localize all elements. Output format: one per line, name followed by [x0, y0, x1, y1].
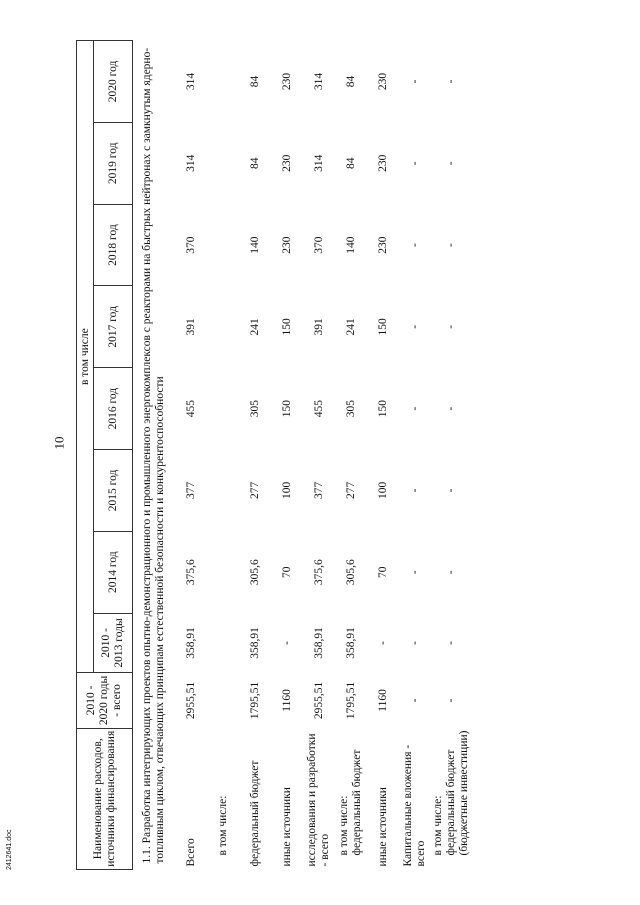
- table-row: [239, 41, 271, 870]
- row-value-cell: 70: [376, 566, 389, 578]
- header-year-7: 2020 год: [94, 41, 133, 123]
- row-value-cell: [207, 531, 239, 613]
- row-value-cell: -: [445, 79, 457, 84]
- page-number: 10: [51, 436, 67, 450]
- row-value-cell: 375,6: [184, 559, 197, 586]
- row-value-cell: 314: [312, 72, 325, 91]
- row-value-cell: 370: [184, 236, 197, 254]
- row-value-cell: 150: [376, 400, 389, 418]
- row-value-cell: 314: [184, 154, 197, 172]
- row-label: исследования и разработки - всего: [306, 733, 331, 867]
- row-value-cell: 305: [344, 400, 357, 418]
- row-value-cell: [207, 204, 239, 286]
- header-year-6: 2019 год: [94, 122, 133, 204]
- row-total-cell: 1160: [280, 689, 293, 712]
- row-value-cell: 370: [312, 236, 325, 254]
- row-value-cell: 314: [312, 154, 325, 172]
- header-year-4: 2017 год: [94, 286, 133, 368]
- table-row: [399, 41, 431, 870]
- row-value-cell: 391: [184, 318, 197, 336]
- row-total-cell: [207, 673, 239, 728]
- row-value-cell: 100: [376, 481, 389, 500]
- row-label: иные источники: [376, 787, 389, 867]
- header-total-column: 2010 - 2020 годы - всего: [77, 673, 133, 728]
- header-name-column: Наименование расходов, источники финансирования: [77, 728, 133, 869]
- header-year-5: 2018 год: [94, 204, 133, 286]
- table-row: [175, 41, 207, 870]
- row-total-cell: 2955,51: [312, 681, 325, 720]
- row-value-cell: 358,91: [312, 627, 325, 659]
- row-value-cell: 230: [376, 236, 389, 254]
- section-title: 1.1. Разработка интегрирующих проектов опытно-демонстрационного и промышленного энергокомплексов с реакторами на быстрых нейтронах с замкнутым ядерно-топливным циклом, отвечающих принципам естественной безопасности и конкурентоспособности: [141, 47, 166, 864]
- table-row: [431, 41, 472, 870]
- row-value-cell: 100: [280, 481, 293, 500]
- row-value-cell: 84: [344, 75, 357, 88]
- row-value-cell: 377: [184, 481, 197, 500]
- row-value-cell: -: [445, 406, 457, 411]
- footer-document-code: 2412641.doc: [6, 829, 13, 870]
- row-value-cell: 230: [280, 154, 293, 172]
- row-label: иные источники: [280, 787, 293, 867]
- row-value-cell: 375,6: [312, 559, 325, 586]
- row-value-cell: 241: [248, 318, 261, 336]
- row-value-cell: -: [408, 324, 421, 329]
- row-value-cell: [207, 286, 239, 368]
- financing-table: [76, 40, 472, 870]
- row-value-cell: 314: [184, 72, 197, 91]
- row-value-cell: [207, 450, 239, 532]
- row-total-cell: -: [408, 698, 421, 703]
- row-value-cell: -: [445, 161, 457, 166]
- row-value-cell: 230: [376, 72, 389, 91]
- row-label: в том числе: федеральный бюджет (бюджетные инвестиции): [432, 730, 470, 856]
- table-row: [367, 41, 399, 870]
- row-value-cell: 241: [344, 318, 357, 336]
- row-value-cell: 140: [344, 236, 357, 254]
- row-value-cell: 230: [280, 72, 293, 91]
- row-value-cell: 150: [376, 318, 389, 336]
- row-value-cell: 150: [280, 318, 293, 336]
- row-value-cell: 358,91: [344, 627, 357, 659]
- row-value-cell: 84: [344, 157, 357, 170]
- row-value-cell: -: [408, 243, 421, 247]
- table-body: [133, 41, 473, 870]
- row-value-cell: -: [408, 488, 421, 493]
- row-value-cell: -: [408, 570, 421, 575]
- row-value-cell: -: [445, 641, 457, 645]
- table-row: [207, 41, 239, 870]
- row-value-cell: 230: [376, 154, 389, 172]
- row-total-cell: -: [445, 698, 457, 703]
- header-year-3: 2016 год: [94, 368, 133, 450]
- row-value-cell: [207, 613, 239, 673]
- table-row: [335, 41, 367, 870]
- row-value-cell: -: [445, 243, 457, 247]
- row-label: федеральный бюджет: [248, 760, 261, 867]
- row-label: Всего: [184, 838, 197, 867]
- row-value-cell: 305,6: [248, 559, 261, 586]
- table-row: [271, 41, 303, 870]
- row-label: в том числе:: [216, 795, 229, 856]
- row-value-cell: 84: [248, 75, 261, 88]
- row-value-cell: [207, 41, 239, 123]
- row-value-cell: -: [408, 406, 421, 411]
- row-value-cell: 84: [248, 157, 261, 170]
- row-value-cell: 391: [312, 318, 325, 336]
- row-value-cell: 305,6: [344, 559, 357, 586]
- row-value-cell: 455: [312, 400, 325, 418]
- header-group-label: в том числе: [77, 41, 94, 673]
- row-value-cell: -: [408, 161, 421, 166]
- row-value-cell: 305: [248, 400, 261, 418]
- row-label: в том числе: федеральный бюджет: [338, 749, 363, 856]
- table-row: [303, 41, 335, 870]
- row-value-cell: [207, 368, 239, 450]
- row-value-cell: 70: [280, 566, 293, 578]
- row-value-cell: 230: [280, 236, 293, 254]
- rotated-table-page: [76, 40, 546, 870]
- row-value-cell: 277: [344, 481, 357, 500]
- row-value-cell: -: [408, 79, 421, 84]
- header-year-1: 2014 год: [94, 531, 133, 613]
- row-value-cell: 358,91: [248, 627, 261, 659]
- row-value-cell: -: [445, 324, 457, 329]
- row-value-cell: 377: [312, 481, 325, 500]
- row-value-cell: 358,91: [184, 627, 197, 659]
- row-value-cell: -: [376, 641, 389, 645]
- row-value-cell: 140: [248, 236, 261, 254]
- row-value-cell: -: [445, 570, 457, 575]
- header-year-2: 2015 год: [94, 450, 133, 532]
- row-total-cell: 2955,51: [184, 681, 197, 720]
- row-total-cell: 1795,51: [344, 681, 357, 720]
- row-value-cell: 455: [184, 400, 197, 418]
- row-value-cell: -: [408, 641, 421, 645]
- row-total-cell: 1160: [376, 689, 389, 712]
- row-value-cell: [207, 122, 239, 204]
- row-value-cell: -: [280, 641, 293, 645]
- section-row: [133, 41, 176, 870]
- row-label: Капитальные вложения - всего: [402, 744, 427, 867]
- row-total-cell: 1795,51: [248, 681, 261, 720]
- header-year-0: 2010 - 2013 годы: [94, 613, 133, 673]
- row-value-cell: -: [445, 488, 457, 493]
- row-value-cell: 277: [248, 481, 261, 500]
- row-value-cell: 150: [280, 400, 293, 418]
